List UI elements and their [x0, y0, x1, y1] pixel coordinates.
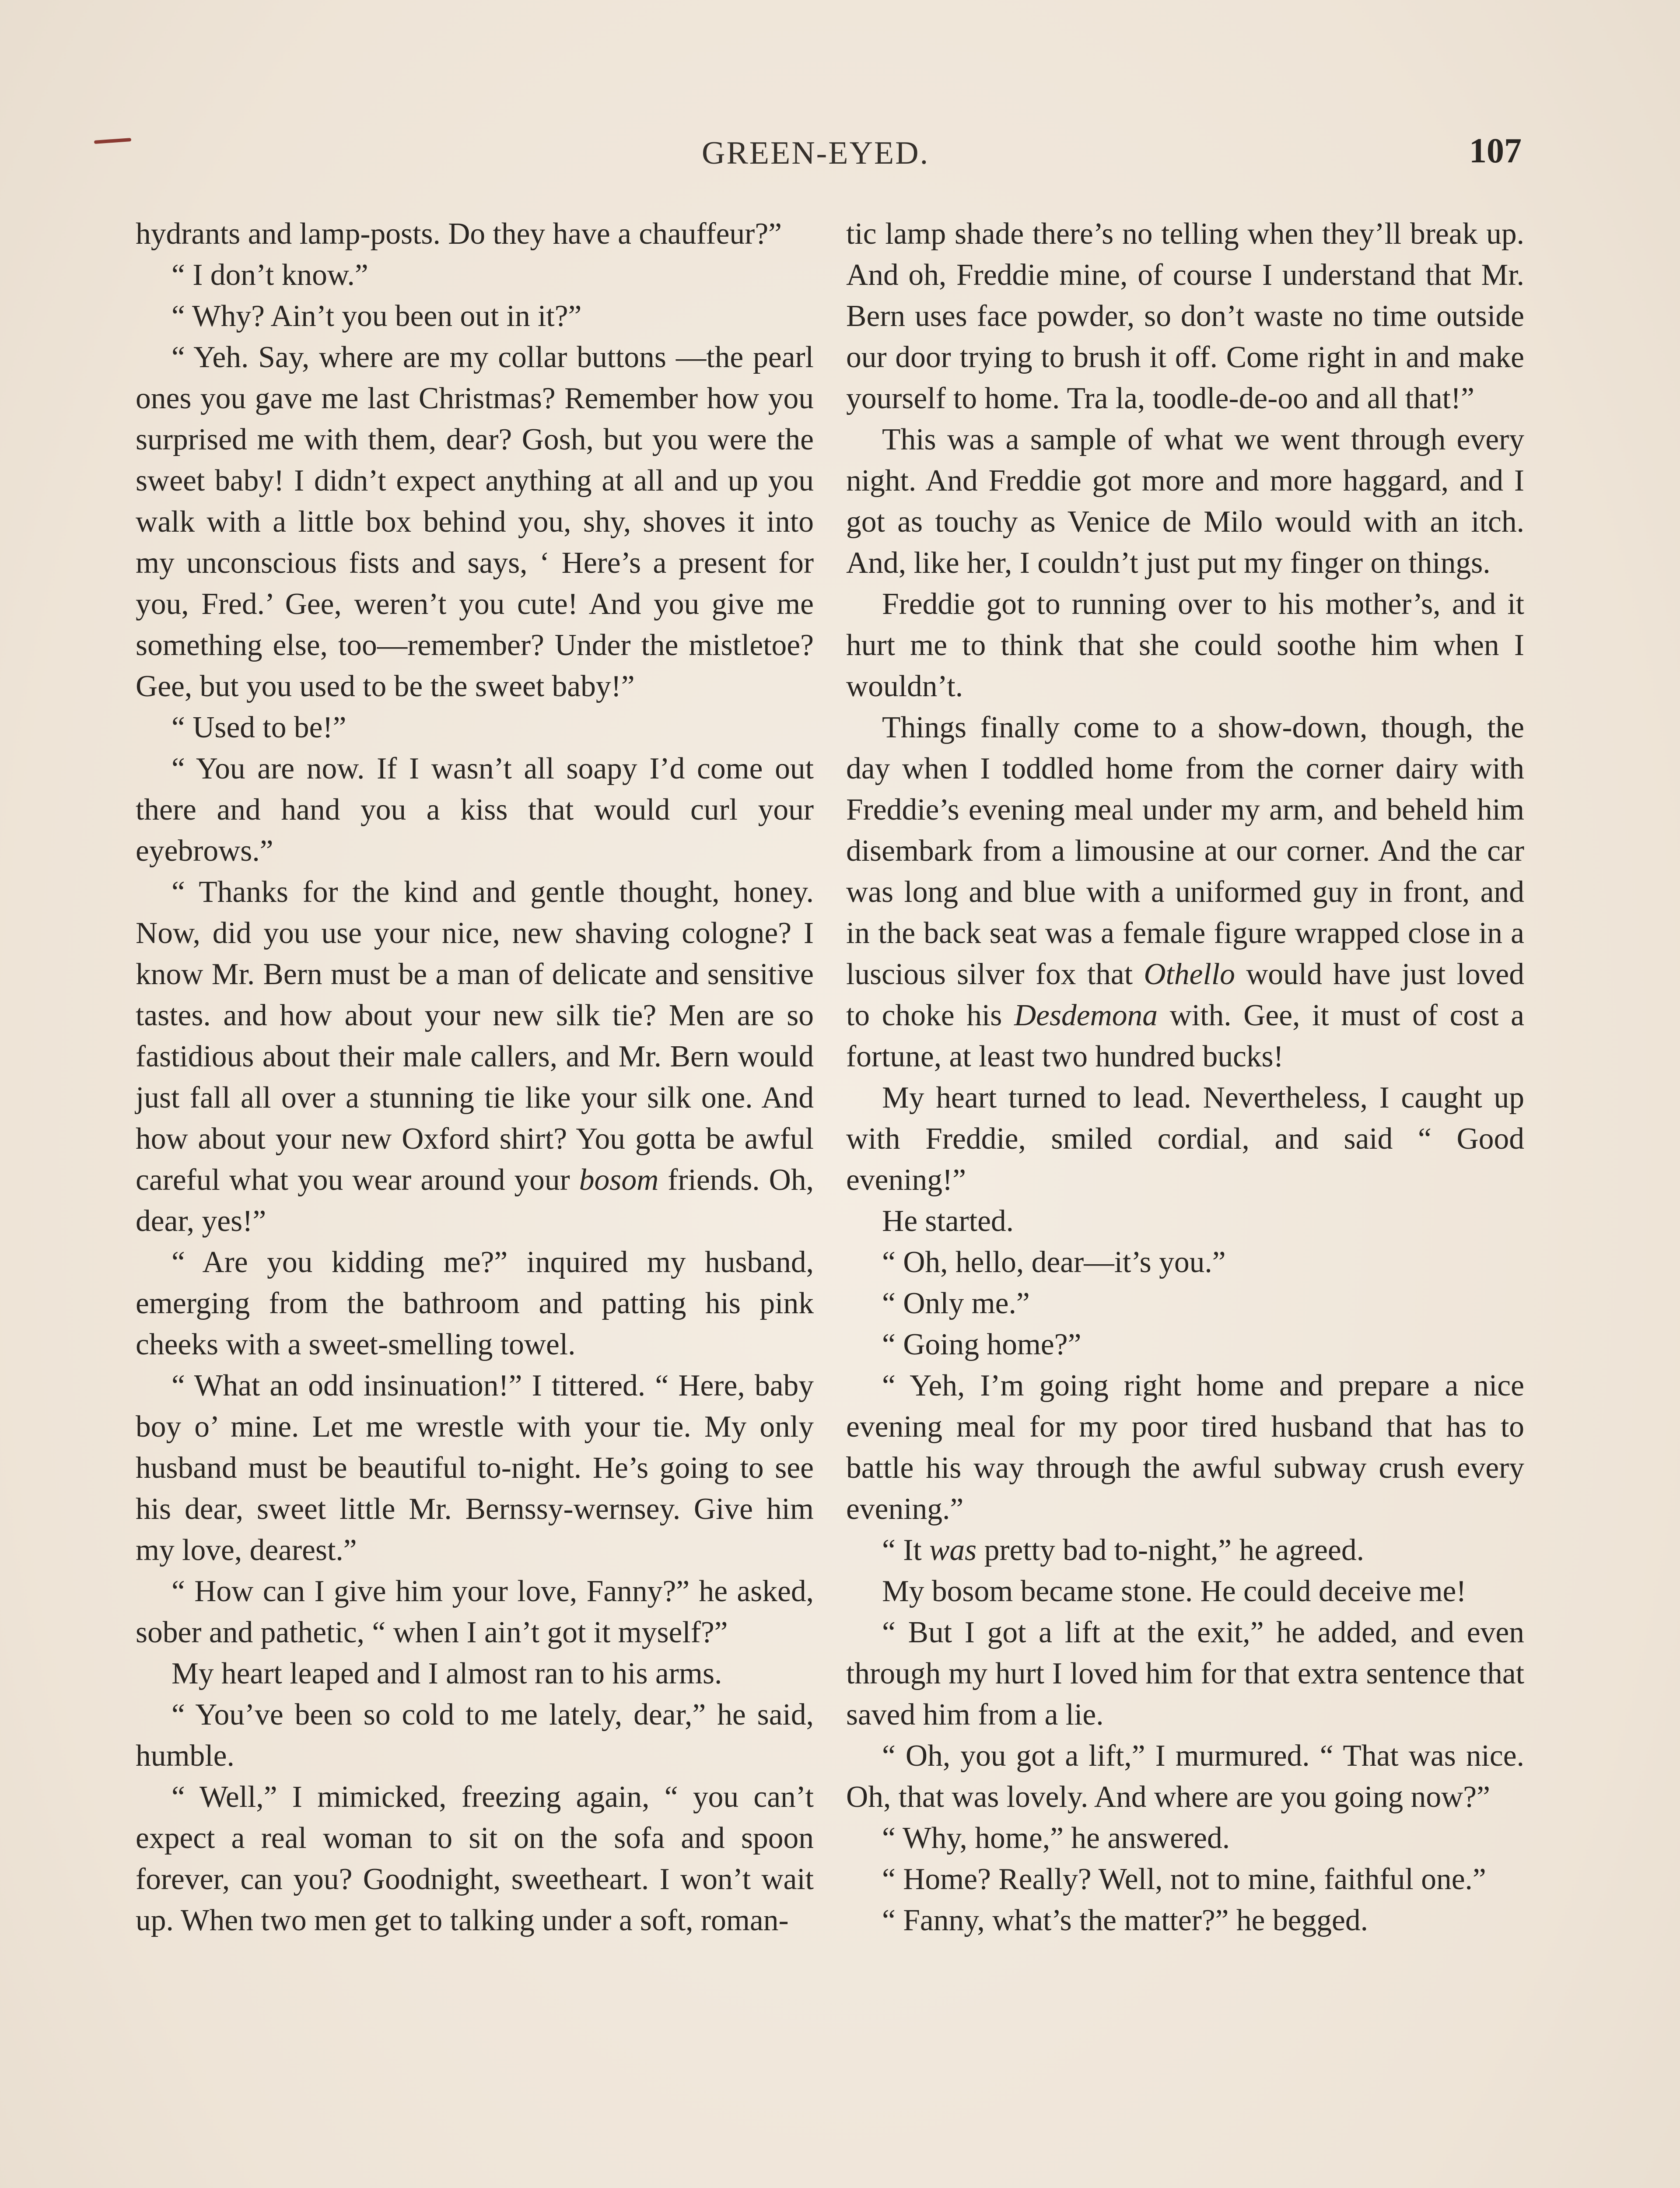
paragraph-text: “ Yeh. Say, where are my collar buttons —the pearl ones you gave me last Christmas? Remember how you surprised me with them, dear? Gosh, but you were the sweet baby! I didn’t expect anything at all and up you walk with a little box behind you, shy, shoves it into my unconscious fists and says, ‘ Here’s a present for you, Fred.’ Gee, weren’t you cute! And you give me something else, too—remember? Under the mistletoe? Gee, but you used to be the sweet baby!”: [136, 340, 814, 703]
paragraph-text: “ Well,” I mimicked, freezing again, “ you can’t expect a real woman to sit on the sofa and spoon forever, can you? Goodnight, sweetheart. I won’t wait up. When two men get to talking under a soft, roman-: [136, 1780, 814, 1937]
paragraph: [136, 1653, 814, 1694]
paragraph: [136, 1777, 814, 1941]
paragraph-text: “ Why? Ain’t you been out in it?”: [172, 299, 582, 333]
right-column: [846, 214, 1524, 1941]
paragraph: [136, 748, 814, 872]
paragraph: [136, 255, 814, 296]
paragraph-text: “ Are you kidding me?” inquired my husband, emerging from the bathroom and patting his pink cheeks with a sweet-smelling towel.: [136, 1245, 814, 1361]
paragraph: [846, 1324, 1524, 1365]
left-column: [136, 214, 814, 1941]
paragraph: [136, 1365, 814, 1571]
paragraph-text: “ Why, home,” he answered.: [882, 1821, 1230, 1855]
paragraph-text: “ Home? Really? Well, not to mine, faithful one.”: [882, 1862, 1486, 1896]
paragraph-text: “ But I got a lift at the exit,” he added, and even through my hurt I loved him for that extra sentence that saved him from a lie.: [846, 1616, 1524, 1732]
paragraph-text: “ I don’t know.”: [172, 258, 368, 292]
paragraph-text: “ Only me.”: [882, 1287, 1030, 1320]
paragraph-text: My heart turned to lead. Nevertheless, I caught up with Freddie, smiled cordial, and said “ Good evening!”: [846, 1081, 1524, 1197]
paragraph: [136, 707, 814, 748]
paragraph-text: Things finally come to a show-down, though, the day when I toddled home from the corner dairy with Freddie’s evening meal under my arm, and beheld him disembark from a limousine at our corner. And the car was long and blue with a uniformed guy in front, and in the back seat was a female figure wrapped close in a luscious silver fox that: [846, 711, 1524, 991]
paragraph: [136, 214, 814, 255]
paragraph: [136, 1242, 814, 1365]
paragraph-text: pretty bad to-night,” he agreed.: [976, 1533, 1365, 1567]
paragraph: [846, 1201, 1524, 1242]
italic-text: Othello: [1144, 957, 1235, 991]
paragraph: [846, 1365, 1524, 1530]
italic-text: bosom: [579, 1163, 659, 1197]
page-number: 107: [1469, 132, 1522, 170]
paragraph: [846, 1818, 1524, 1859]
paragraph: [846, 1571, 1524, 1612]
paragraph: [846, 214, 1524, 419]
paragraph: [846, 1077, 1524, 1201]
paragraph-text: hydrants and lamp-posts. Do they have a chauffeur?”: [136, 217, 782, 251]
paragraph-text: “ Thanks for the kind and gentle thought, honey. Now, did you use your nice, new shaving cologne? I know Mr. Bern must be a man of delicate and sensitive tastes. and how about your new silk tie? Men are so fastidious about their male callers, and Mr. Bern would just fall all over a stunning tie like your silk one. And how about your new Oxford shirt? You gotta be awful careful what you wear around your: [136, 875, 814, 1197]
paragraph-text: Freddie got to running over to his mother’s, and it hurt me to think that she could soothe him when I wouldn’t.: [846, 587, 1524, 703]
paragraph: [846, 1859, 1524, 1900]
paragraph: [136, 1571, 814, 1653]
paragraph-text: tic lamp shade there’s no telling when they’ll break up. And oh, Freddie mine, of course I understand that Mr. Bern uses face powder, so don’t waste no time outside our door trying to brush it off. Come right in and make yourself to home. Tra la, toodle-de-oo and all that!”: [846, 217, 1524, 415]
paragraph-text: My heart leaped and I almost ran to his arms.: [172, 1657, 722, 1690]
paragraph: [846, 419, 1524, 584]
paragraph: [136, 872, 814, 1242]
paragraph-text: This was a sample of what we went through every night. And Freddie got more and more haggard, and I got as touchy as Venice de Milo would with an itch. And, like her, I couldn’t just put my finger on things.: [846, 423, 1524, 580]
paragraph-text: would have just loved to choke his: [846, 957, 1524, 1032]
paragraph: [846, 1736, 1524, 1818]
paragraph: [846, 584, 1524, 707]
paragraph-text: “ Oh, hello, dear—it’s you.”: [882, 1245, 1226, 1279]
paragraph-text: “ How can I give him your love, Fanny?” he asked, sober and pathetic, “ when I ain’t got it myself?”: [136, 1574, 814, 1649]
paragraph-text: “ What an odd insinuation!” I tittered. “ Here, baby boy o’ mine. Let me wrestle with your tie. My only husband must be beautiful to-night. He’s going to see his dear, sweet little Mr. Bernssy-wernsey. Give him my love, dearest.”: [136, 1369, 814, 1567]
paragraph-text: He started.: [882, 1204, 1014, 1238]
paragraph: [846, 1612, 1524, 1736]
paragraph-text: friends. Oh, dear, yes!”: [136, 1163, 814, 1238]
paragraph-text: “ You’ve been so cold to me lately, dear,” he said, humble.: [136, 1698, 814, 1773]
paragraph-text: “ Yeh, I’m going right home and prepare a nice evening meal for my poor tired husband that has to battle his way through the awful subway crush every evening.”: [846, 1369, 1524, 1526]
ink-mark: [94, 138, 131, 144]
paragraph: [136, 296, 814, 337]
paragraph-text: My bosom became stone. He could deceive me!: [882, 1574, 1466, 1608]
paragraph: [846, 1530, 1524, 1571]
paragraph: [846, 1900, 1524, 1941]
paragraph: [846, 1242, 1524, 1283]
paragraph: [136, 337, 814, 707]
paragraph: [846, 1283, 1524, 1324]
paragraph-text: “ It: [882, 1533, 930, 1567]
paragraph: [136, 1694, 814, 1777]
italic-text: Desdemona: [1014, 999, 1158, 1032]
paragraph-text: “ Used to be!”: [172, 711, 346, 744]
paragraph-text: with. Gee, it must of cost a fortune, at least two hundred bucks!: [846, 999, 1524, 1073]
paragraph: [846, 707, 1524, 1077]
paragraph-text: “ Fanny, what’s the matter?” he begged.: [882, 1904, 1368, 1937]
paragraph-text: “ Oh, you got a lift,” I murmured. “ That was nice. Oh, that was lovely. And where are you going now?”: [846, 1739, 1524, 1814]
paragraph-text: “ You are now. If I wasn’t all soapy I’d come out there and hand you a kiss that would curl your eyebrows.”: [136, 752, 814, 868]
running-title: GREEN-EYED.: [702, 135, 930, 171]
italic-text: was: [929, 1533, 977, 1567]
paragraph-text: “ Going home?”: [882, 1328, 1082, 1361]
